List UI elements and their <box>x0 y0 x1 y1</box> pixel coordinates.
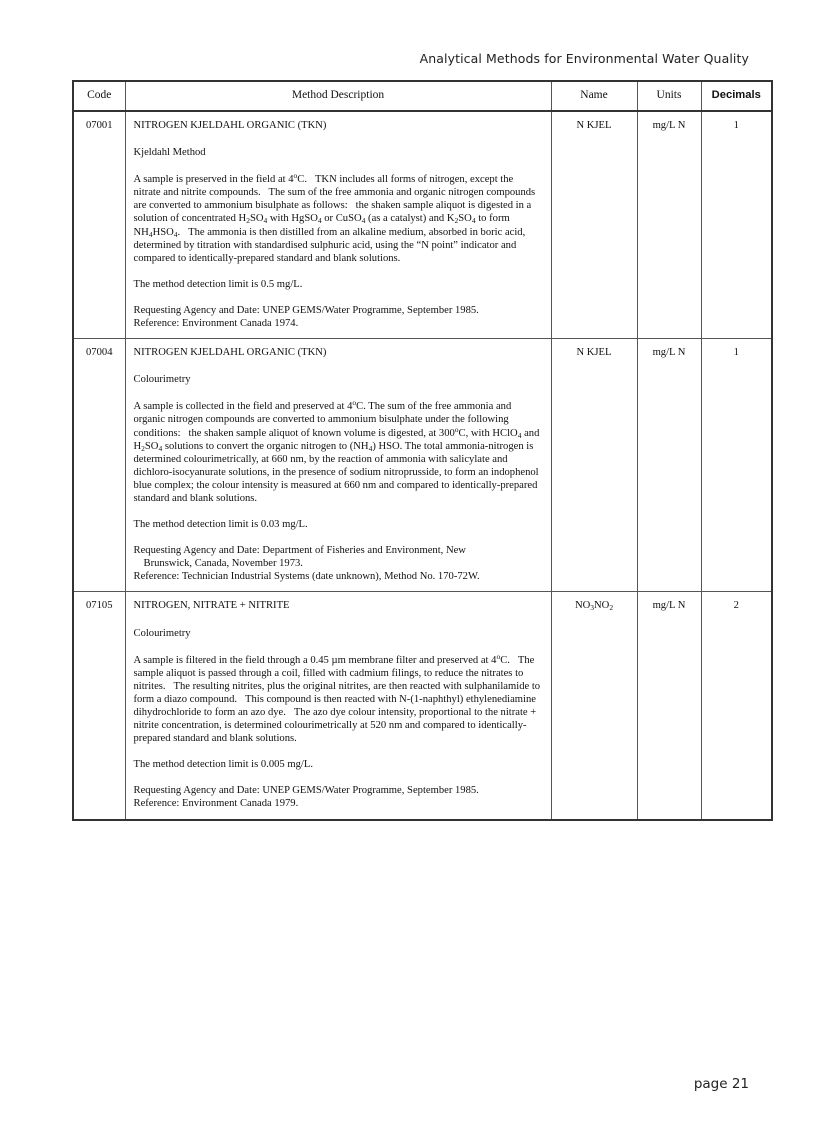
method-procedure: A sample is filtered in the field through a 0.45 µm membrane filter and preserved at 4$^o$C. The sample aliquot is passed through a coil, filled with cadmium filings, to reduce the nitrates to nitrites. The resulting nitrites, plus the original nitrites, are then reacted with sulphanilamide to form a diazo compound. This compound is then reacted with N-(1-naphthyl) ethylenediamine dihydrochloride to form an azo dye. The azo dye colour intensity, proportional to the nitrate + nitrite concentration, is determined colourimetrically at 520 nm and compared to identically-prepared standard and blank solutions. <box>133 651 541 745</box>
method-procedure: A sample is preserved in the field at 4$^o$C. TKN includes all forms of nitrogen, except the nitrate and nitrite compounds. The sum of the free ammonia and organic nitrogen compounds are converted to ammonium bisulphate as follows: the shaken sample aliquot is digested in a solution of concentrated $H_2SO_4$ with HgSO$_4$ or CuSO$_4$ (as a catalyst) and $K_2SO_4$ to form $NH_4HSO_4$. The ammonia is then distilled from an alkaline medium, absorbed in boric acid, determined by titration with standardised sulphuric acid, using the “N point” indicator and compared to identically-prepared standard and blank solutions. <box>133 171 536 264</box>
methods-table <box>72 80 773 821</box>
row-description <box>125 111 551 339</box>
method-title: NITROGEN, NITRATE + NITRITE <box>133 600 290 612</box>
column-header-units: Units <box>637 81 701 111</box>
requesting-agency-continued <box>134 557 543 570</box>
detection-limit: The method detection limit is 0.5 mg/L. <box>133 278 303 290</box>
row-description <box>125 592 551 820</box>
reference: Reference: Environment Canada 1974. <box>133 318 299 330</box>
method-type: Kjeldahl Method <box>133 147 206 159</box>
method-type: Colourimetry <box>133 627 191 639</box>
table-header-row <box>73 81 772 111</box>
page-number: page 21 <box>693 1076 749 1092</box>
column-header-code: Code <box>73 81 125 111</box>
row-units: mg/L N <box>637 111 701 339</box>
row-decimals: 1 <box>701 339 772 592</box>
row-name: N KJEL <box>551 339 637 592</box>
table-row <box>73 592 772 820</box>
method-title: NITROGEN KJELDAHL ORGANIC (TKN) <box>133 347 327 359</box>
row-code: 07001 <box>73 111 125 339</box>
method-procedure: A sample is collected in the field and preserved at 4$^o$C. The sum of the free ammonia and organic nitrogen compounds are converted to ammonium bisulphate under the following conditions: the shaken sample aliquot of known volume is digested, at 300$^o$C, with HClO$_4$ and $H_2SO_4$ solutions to convert the organic nitrogen to $(NH_4)$ HSO. The total ammonia-nitrogen is determined colourimetrically, at 660 nm, by the reaction of ammonia with salicylate and dichloro-isocyanurate solutions, in the presence of sodium nitroprusside, to form an indophenol blue complex; the colour intensity is measured at 660 nm and compared to identically-prepared standard and blank solutions. <box>133 398 540 504</box>
row-name: $NO_3NO_2$ <box>551 592 637 820</box>
detection-limit: The method detection limit is 0.03 mg/L. <box>133 519 308 531</box>
detection-limit: The method detection limit is 0.005 mg/L. <box>133 759 313 771</box>
requesting-agency: Requesting Agency and Date: UNEP GEMS/Water Programme, September 1985. <box>133 304 479 316</box>
reference: Reference: Environment Canada 1979. <box>133 798 299 810</box>
row-units: mg/L N <box>637 339 701 592</box>
column-header-name: Name <box>551 81 637 111</box>
table-row <box>73 111 772 339</box>
row-code: 07105 <box>73 592 125 820</box>
row-decimals: 1 <box>701 111 772 339</box>
method-title: NITROGEN KJELDAHL ORGANIC (TKN) <box>133 120 327 131</box>
reference: Reference: Technician Industrial Systems (date unknown), Method No. 170-72W. <box>133 571 480 583</box>
column-header-decimals: Decimals <box>701 81 772 111</box>
agency-continuation: Brunswick, Canada, November 1973. <box>143 558 303 570</box>
table-row <box>73 339 772 592</box>
row-units: mg/L N <box>637 592 701 820</box>
requesting-agency: Requesting Agency and Date: UNEP GEMS/Water Programme, September 1985. <box>133 785 479 797</box>
column-header-description: Method Description <box>125 81 551 111</box>
requesting-agency: Requesting Agency and Date: Department of Fisheries and Environment, New <box>133 545 466 557</box>
row-name: N KJEL <box>551 111 637 339</box>
row-code: 07004 <box>73 339 125 592</box>
running-header-title: Analytical Methods for Environmental Water Quality <box>419 51 749 66</box>
row-description <box>125 339 551 592</box>
row-decimals: 2 <box>701 592 772 820</box>
method-type: Colourimetry <box>133 374 191 386</box>
